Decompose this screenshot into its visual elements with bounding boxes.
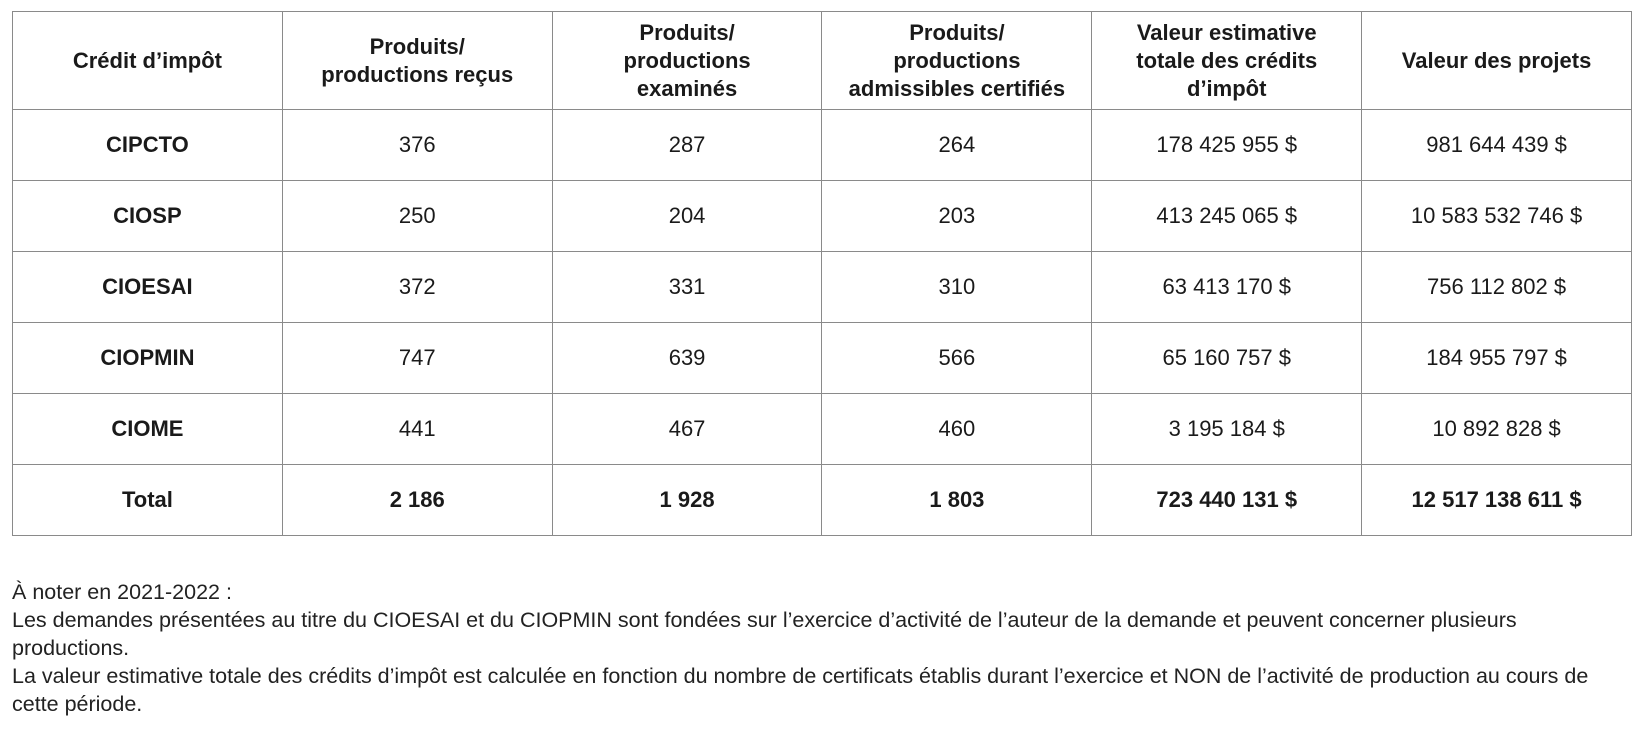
cell-certified: 203 [822, 181, 1092, 252]
cell-project-value: 981 644 439 $ [1362, 110, 1632, 181]
row-label: CIOESAI [13, 252, 283, 323]
cell-estimated-value: 3 195 184 $ [1092, 394, 1362, 465]
header-credit: Crédit d’impôt [13, 12, 283, 110]
cell-examined: 204 [552, 181, 822, 252]
cell-examined: 639 [552, 323, 822, 394]
notes-heading: À noter en 2021-2022 : [12, 580, 232, 604]
table-row [13, 323, 1632, 394]
cell-estimated-value: 63 413 170 $ [1092, 252, 1362, 323]
cell-project-value: 756 112 802 $ [1362, 252, 1632, 323]
total-examined: 1 928 [552, 465, 822, 536]
cell-received: 372 [282, 252, 552, 323]
cell-received: 441 [282, 394, 552, 465]
cell-project-value: 184 955 797 $ [1362, 323, 1632, 394]
cell-project-value: 10 583 532 746 $ [1362, 181, 1632, 252]
cell-project-value: 10 892 828 $ [1362, 394, 1632, 465]
header-estimated-value: Valeur estimative totale des crédits d’impôt [1092, 12, 1362, 110]
cell-estimated-value: 65 160 757 $ [1092, 323, 1362, 394]
header-certified: Produits/ productions admissibles certifiés [822, 12, 1092, 110]
tax-credit-table [12, 11, 1632, 536]
row-label: CIOSP [13, 181, 283, 252]
table-row [13, 394, 1632, 465]
table-total-row [13, 465, 1632, 536]
cell-certified: 310 [822, 252, 1092, 323]
notes-section [12, 578, 1637, 718]
cell-certified: 566 [822, 323, 1092, 394]
cell-estimated-value: 413 245 065 $ [1092, 181, 1362, 252]
table-row [13, 110, 1632, 181]
total-label: Total [13, 465, 283, 536]
header-project-value: Valeur des projets [1362, 12, 1632, 110]
cell-estimated-value: 178 425 955 $ [1092, 110, 1362, 181]
row-label: CIPCTO [13, 110, 283, 181]
table-row [13, 252, 1632, 323]
cell-examined: 467 [552, 394, 822, 465]
table-header-row [13, 12, 1632, 110]
cell-received: 376 [282, 110, 552, 181]
cell-certified: 264 [822, 110, 1092, 181]
cell-received: 250 [282, 181, 552, 252]
cell-received: 747 [282, 323, 552, 394]
cell-examined: 287 [552, 110, 822, 181]
notes-line-1: Les demandes présentées au titre du CIOESAI et du CIOPMIN sont fondées sur l’exercice d’activité de l’auteur de la demande et peuvent concerner plusieurs productions. [12, 608, 1517, 660]
notes-line-2: La valeur estimative totale des crédits d’impôt est calculée en fonction du nombre de certificats établis durant l’exercice et NON de l’activité de production au cours de cette période. [12, 664, 1589, 716]
total-certified: 1 803 [822, 465, 1092, 536]
total-received: 2 186 [282, 465, 552, 536]
row-label: CIOPMIN [13, 323, 283, 394]
cell-examined: 331 [552, 252, 822, 323]
row-label: CIOME [13, 394, 283, 465]
total-project-value: 12 517 138 611 $ [1362, 465, 1632, 536]
cell-certified: 460 [822, 394, 1092, 465]
table-row [13, 181, 1632, 252]
total-estimated-value: 723 440 131 $ [1092, 465, 1362, 536]
header-examined: Produits/ productions examinés [552, 12, 822, 110]
header-received: Produits/ productions reçus [282, 12, 552, 110]
